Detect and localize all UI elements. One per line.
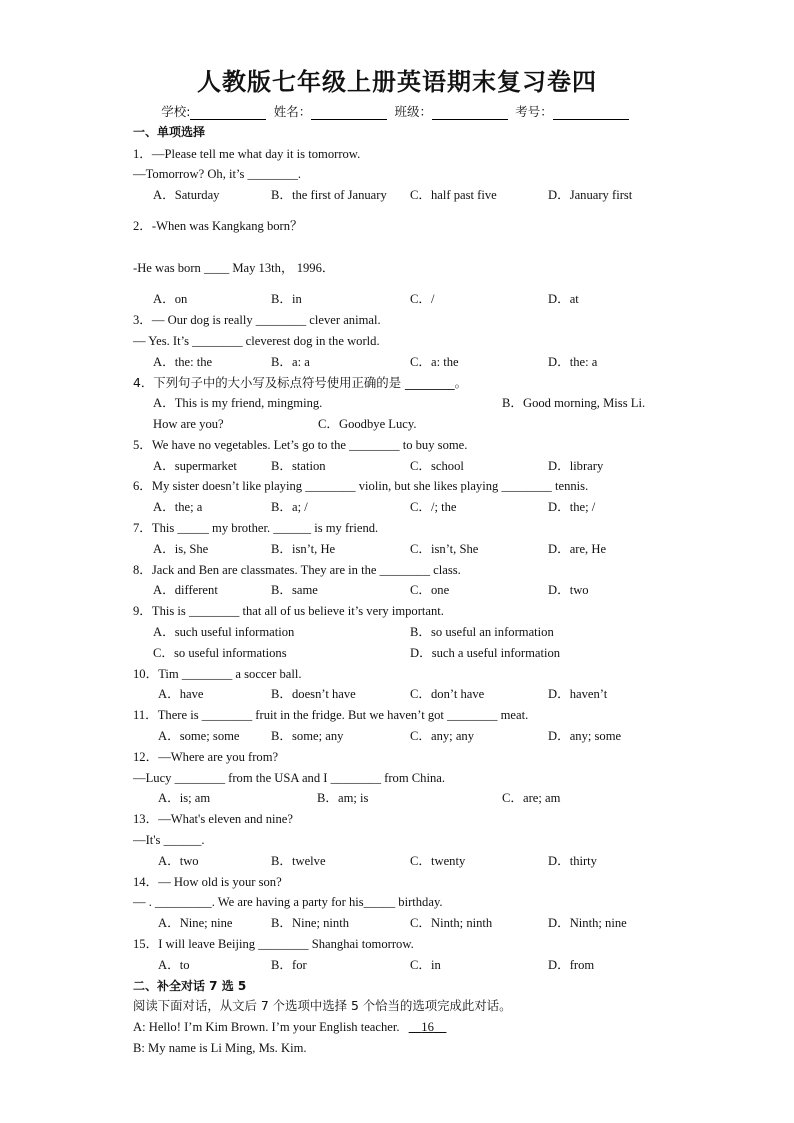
section-2-instructions: 阅读下面对话，从文后 7 个选项中选择 5 个恰当的选项完成此对话。 <box>133 998 512 1013</box>
question-13-option-d[interactable]: D．thirty <box>548 854 597 868</box>
question-9-option-a[interactable]: A．such useful information <box>153 625 295 639</box>
question-5-option-d[interactable]: D．library <box>548 459 604 473</box>
question-3-stem2: — Yes. It’s ________ cleverest dog in the world. <box>133 334 380 348</box>
question-14-stem: 14．— How old is your son? <box>133 875 282 889</box>
question-14-stem2: — . _________. We are having a party for his_____ birthday. <box>133 895 443 909</box>
question-4-option-b[interactable]: B．Good morning, Miss Li. <box>502 396 646 410</box>
question-10-option-d[interactable]: D．haven’t <box>548 687 608 701</box>
question-4-option-a[interactable]: A．This is my friend, mingming. <box>153 396 323 410</box>
question-1-stem2: —Tomorrow? Oh, it’s ________. <box>133 167 302 181</box>
question-11-stem: 11．There is ________ fruit in the fridge. But we haven’t got ________ meat. <box>133 708 529 722</box>
question-11-option-d[interactable]: D．any; some <box>548 729 622 743</box>
question-6-option-a[interactable]: A．the; a <box>153 500 203 514</box>
dialog-blank-16[interactable] <box>409 1020 447 1034</box>
question-7-option-a[interactable]: A．is, She <box>153 542 209 556</box>
question-7-stem: 7．This _____ my brother. ______ is my friend. <box>133 521 379 535</box>
question-4-option-c[interactable]: C．Goodbye Lucy. <box>318 417 417 431</box>
question-10-option-c[interactable]: C．don’t have <box>410 687 485 701</box>
name-label: 姓名： <box>273 104 312 119</box>
question-8-stem: 8．Jack and Ben are classmates. They are in the ________ class. <box>133 563 461 577</box>
question-6-stem: 6．My sister doesn’t like playing ________ violin, but she likes playing ________ tennis. <box>133 479 589 493</box>
question-14-option-d[interactable]: D．Ninth; nine <box>548 916 627 930</box>
question-2-stem: 2．-When was Kangkang born？ <box>133 219 303 233</box>
question-2-option-c[interactable]: C．/ <box>410 292 435 306</box>
question-8-option-d[interactable]: D．two <box>548 583 589 597</box>
question-2-option-b[interactable]: B．in <box>271 292 302 306</box>
dialog-line-2: B: My name is Li Ming, Ms. Kim. <box>133 1041 307 1055</box>
question-2-stem2: -He was born ____ May 13th， 1996． <box>133 261 335 275</box>
question-2-option-d[interactable]: D．at <box>548 292 579 306</box>
question-15-stem: 15．I will leave Beijing ________ Shanghai tomorrow. <box>133 937 414 951</box>
question-13-stem: 13．—What's eleven and nine? <box>133 812 293 826</box>
question-11-option-c[interactable]: C．any; any <box>410 729 475 743</box>
question-9-stem: 9．This is ________ that all of us believe it’s very important. <box>133 604 444 618</box>
question-5-option-a[interactable]: A．supermarket <box>153 459 237 473</box>
question-8-option-a[interactable]: A．different <box>153 583 218 597</box>
dialog-blank-16-number: 16 <box>421 1020 434 1034</box>
question-12-option-c[interactable]: C．are; am <box>502 791 561 805</box>
class-label: 班级： <box>394 104 432 119</box>
name-blank[interactable] <box>311 106 387 120</box>
question-4-option-b-continued: How are you? <box>153 417 224 431</box>
question-8-option-b[interactable]: B．same <box>271 583 318 597</box>
question-7-option-d[interactable]: D．are, He <box>548 542 607 556</box>
section-heading-1: 一、单项选择 <box>133 125 206 139</box>
question-7-option-b[interactable]: B．isn’t, He <box>271 542 336 556</box>
question-1-option-c[interactable]: C．half past five <box>410 188 497 202</box>
question-2-option-a[interactable]: A．on <box>153 292 188 306</box>
question-3-option-a[interactable]: A．the: the <box>153 355 213 369</box>
question-13-option-b[interactable]: B．twelve <box>271 854 326 868</box>
question-12-option-b[interactable]: B．am; is <box>317 791 369 805</box>
question-1-option-b[interactable]: B．the first of January <box>271 188 387 202</box>
number-label: 考号： <box>515 104 553 119</box>
question-6-option-c[interactable]: C．/; the <box>410 500 457 514</box>
question-1-option-d[interactable]: D．January first <box>548 188 633 202</box>
question-15-option-b[interactable]: B．for <box>271 958 307 972</box>
question-10-option-a[interactable]: A．have <box>158 687 204 701</box>
question-6-option-d[interactable]: D．the; / <box>548 500 596 514</box>
question-3-stem: 3．— Our dog is really ________ clever animal. <box>133 313 381 327</box>
question-1-option-a[interactable]: A．Saturday <box>153 188 220 202</box>
student-info-row <box>0 102 794 120</box>
dialog-line-1 <box>133 1019 446 1035</box>
school-blank[interactable] <box>190 106 266 120</box>
question-14-option-b[interactable]: B．Nine; ninth <box>271 916 350 930</box>
question-9-option-b[interactable]: B．so useful an information <box>410 625 554 639</box>
question-12-option-a[interactable]: A．is; am <box>158 791 211 805</box>
question-5-option-b[interactable]: B．station <box>271 459 326 473</box>
school-label: 学校: <box>161 104 191 119</box>
question-10-stem: 10．Tim ________ a soccer ball. <box>133 667 302 681</box>
question-12-stem: 12．—Where are you from? <box>133 750 279 764</box>
number-blank[interactable] <box>553 106 629 120</box>
question-13-option-c[interactable]: C．twenty <box>410 854 466 868</box>
question-15-option-c[interactable]: C．in <box>410 958 441 972</box>
question-1-stem: 1．—Please tell me what day it is tomorrow. <box>133 147 361 161</box>
question-13-option-a[interactable]: A．two <box>158 854 199 868</box>
question-5-stem: 5．We have no vegetables. Let’s go to the ________ to buy some. <box>133 438 468 452</box>
question-9-option-d[interactable]: D．such a useful information <box>410 646 561 660</box>
question-3-option-c[interactable]: C．a: the <box>410 355 459 369</box>
question-3-option-d[interactable]: D．the: a <box>548 355 598 369</box>
section-heading-2: 二、补全对话 7 选 5 <box>133 979 247 993</box>
question-7-option-c[interactable]: C．isn’t, She <box>410 542 479 556</box>
question-14-option-c[interactable]: C．Ninth; ninth <box>410 916 493 930</box>
question-13-stem2: —It's ______. <box>133 833 205 847</box>
question-11-option-b[interactable]: B．some; any <box>271 729 344 743</box>
question-10-option-b[interactable]: B．doesn’t have <box>271 687 356 701</box>
question-6-option-b[interactable]: B．a; / <box>271 500 308 514</box>
question-11-option-a[interactable]: A．some; some <box>158 729 240 743</box>
question-8-option-c[interactable]: C．one <box>410 583 450 597</box>
question-14-option-a[interactable]: A．Nine; nine <box>158 916 233 930</box>
dialog-line-1-text: A: Hello! I’m Kim Brown. I’m your English teacher. <box>133 1020 400 1034</box>
question-9-option-c[interactable]: C．so useful informations <box>153 646 287 660</box>
page-title: 人教版七年级上册英语期末复习卷四 <box>197 68 597 96</box>
question-3-option-b[interactable]: B．a: a <box>271 355 310 369</box>
question-15-option-d[interactable]: D．from <box>548 958 595 972</box>
question-12-stem2: —Lucy ________ from the USA and I ________ from China. <box>133 771 446 785</box>
question-15-option-a[interactable]: A．to <box>158 958 190 972</box>
question-5-option-c[interactable]: C．school <box>410 459 464 473</box>
class-blank[interactable] <box>432 106 508 120</box>
question-4-stem: 4．下列句子中的大小写及标点符号使用正确的是 ________。 <box>133 375 467 390</box>
